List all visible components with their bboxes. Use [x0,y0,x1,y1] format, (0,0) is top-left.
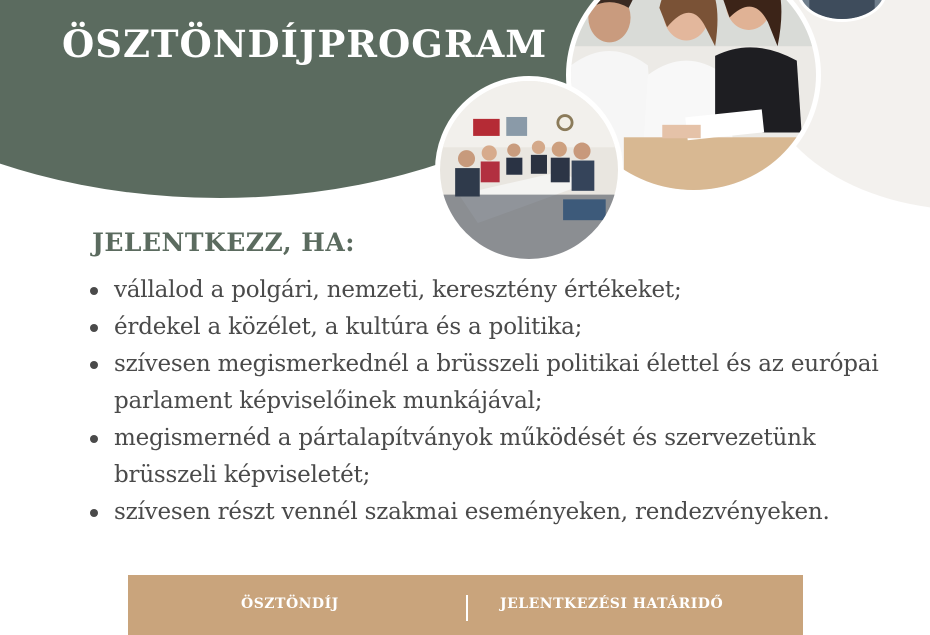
info-bar [128,575,803,635]
section-heading: JELENTKEZZ, HA: [92,228,355,257]
page-title: ÖSZTÖNDÍJPROGRAM [62,22,548,66]
criteria-list [88,272,908,531]
scholarship-label: ÖSZTÖNDÍJ [241,596,339,612]
list-item: érdekel a közélet, a kultúra és a politika; [88,309,908,346]
deadline-label: JELENTKEZÉSI HATÁRIDŐ [500,596,724,612]
photo-meeting [435,76,623,264]
list-item: szívesen részt vennél szakmai eseményeken, rendezvényeken. [88,494,908,531]
bar-divider [466,595,468,621]
list-item: vállalod a polgári, nemzeti, keresztény értékeket; [88,272,908,309]
list-item: szívesen megismerkednél a brüsszeli politikai élettel és az európai parlament képviselőinek munkájával; [88,346,908,420]
list-item: megismernéd a pártalapítványok működését és szervezetünk brüsszeli képviseletét; [88,420,908,494]
